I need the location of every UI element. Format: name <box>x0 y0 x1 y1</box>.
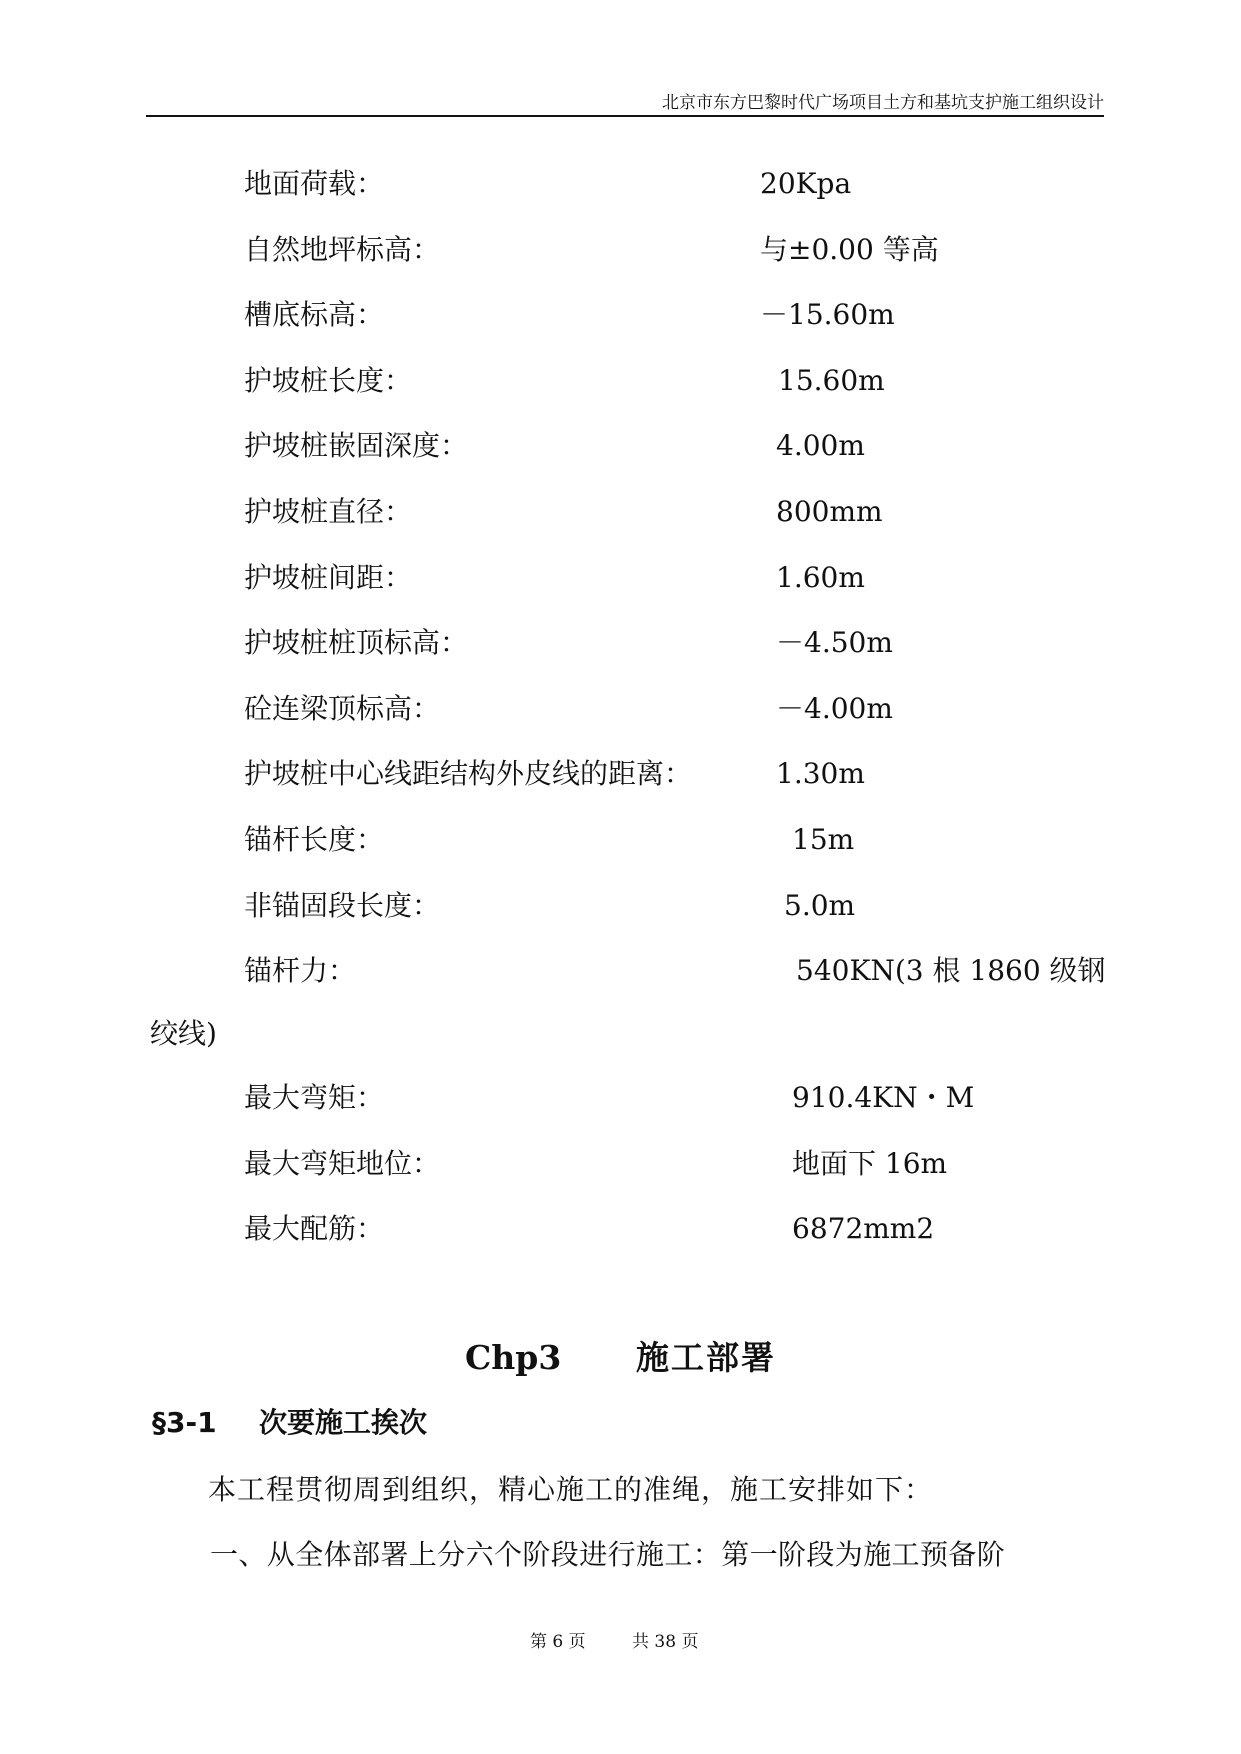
body-paragraph: 本工程贯彻周到组织，精心施工的准绳，施工安排如下： <box>208 1473 934 1506</box>
chapter-heading <box>0 1330 1241 1386</box>
parameter-list <box>0 155 1241 1008</box>
parameter-row <box>0 483 1241 549</box>
parameter-row <box>0 1069 1241 1135</box>
running-header: 北京市东方巴黎时代广场项目土方和基坑支护施工组织设计 <box>662 93 1104 113</box>
page-number: 第 6 页 <box>530 1632 586 1652</box>
parameter-row <box>0 286 1241 352</box>
wrapped-value-line: 绞线) <box>150 1017 217 1050</box>
parameter-row <box>0 221 1241 287</box>
parameter-row <box>0 352 1241 418</box>
parameter-label: 砼连梁顶标高： <box>244 691 441 725</box>
parameter-value: 800mm <box>776 494 883 528</box>
section-number: §3-1 <box>152 1406 217 1439</box>
parameter-row <box>0 417 1241 483</box>
parameter-value: 与±0.00 等高 <box>760 232 939 266</box>
parameter-label: 最大配筋： <box>244 1212 385 1246</box>
parameter-label: 锚杆长度： <box>244 822 385 856</box>
parameter-value: －4.00m <box>776 691 893 725</box>
parameter-label: 护坡桩中心线距结构外皮线的距离： <box>244 757 693 791</box>
parameter-value: 15m <box>792 822 855 856</box>
parameter-value: 5.0m <box>784 888 856 922</box>
chapter-title: 施工部署 <box>636 1338 776 1377</box>
parameter-label: 护坡桩间距： <box>244 560 413 594</box>
page-total: 共 38 页 <box>632 1632 699 1652</box>
parameter-label: 护坡桩嵌固深度： <box>244 429 469 463</box>
parameter-label: 护坡桩桩顶标高： <box>244 626 469 660</box>
header-rule <box>146 115 1104 117</box>
parameter-value: －4.50m <box>776 626 893 660</box>
parameter-row <box>0 877 1241 943</box>
page-footer <box>0 1627 1241 1657</box>
section-title: 次要施工挨次 <box>259 1406 428 1439</box>
parameter-value: 15.60m <box>778 363 885 397</box>
parameter-row <box>0 680 1241 746</box>
parameter-value: 1.60m <box>776 560 865 594</box>
parameter-label: 自然地坪标高： <box>244 232 441 266</box>
parameter-value: 地面下 16m <box>792 1146 948 1180</box>
parameter-row <box>0 1200 1241 1266</box>
parameter-value: 910.4KN・M <box>792 1081 975 1114</box>
parameter-list <box>0 1069 1241 1266</box>
parameter-row <box>0 811 1241 877</box>
parameter-value: －15.60m <box>760 298 895 332</box>
parameter-label: 锚杆力： <box>244 954 357 988</box>
parameter-value: 540KN(3 根 1860 级钢 <box>796 954 1106 988</box>
parameter-row <box>0 1135 1241 1201</box>
parameter-label: 槽底标高： <box>244 298 385 332</box>
section-heading <box>152 1398 427 1448</box>
parameter-row <box>0 155 1241 221</box>
parameter-value: 20Kpa <box>760 167 852 200</box>
parameter-label: 最大弯矩地位： <box>244 1146 441 1180</box>
parameter-row <box>0 942 1241 1008</box>
parameter-value: 4.00m <box>776 429 865 463</box>
parameter-value: 1.30m <box>776 757 865 791</box>
parameter-row <box>0 745 1241 811</box>
parameter-label: 护坡桩直径： <box>244 494 413 528</box>
parameter-label: 非锚固段长度： <box>244 888 441 922</box>
chapter-number: Chp3 <box>465 1338 562 1377</box>
parameter-label: 最大弯矩： <box>244 1081 385 1114</box>
parameter-row <box>0 549 1241 615</box>
parameter-label: 地面荷载： <box>244 167 385 200</box>
parameter-row <box>0 614 1241 680</box>
parameter-value: 6872mm2 <box>792 1212 935 1246</box>
body-paragraph: 一、从全体部署上分六个阶段进行施工：第一阶段为施工预备阶 <box>210 1538 1006 1571</box>
parameter-label: 护坡桩长度： <box>244 363 413 397</box>
